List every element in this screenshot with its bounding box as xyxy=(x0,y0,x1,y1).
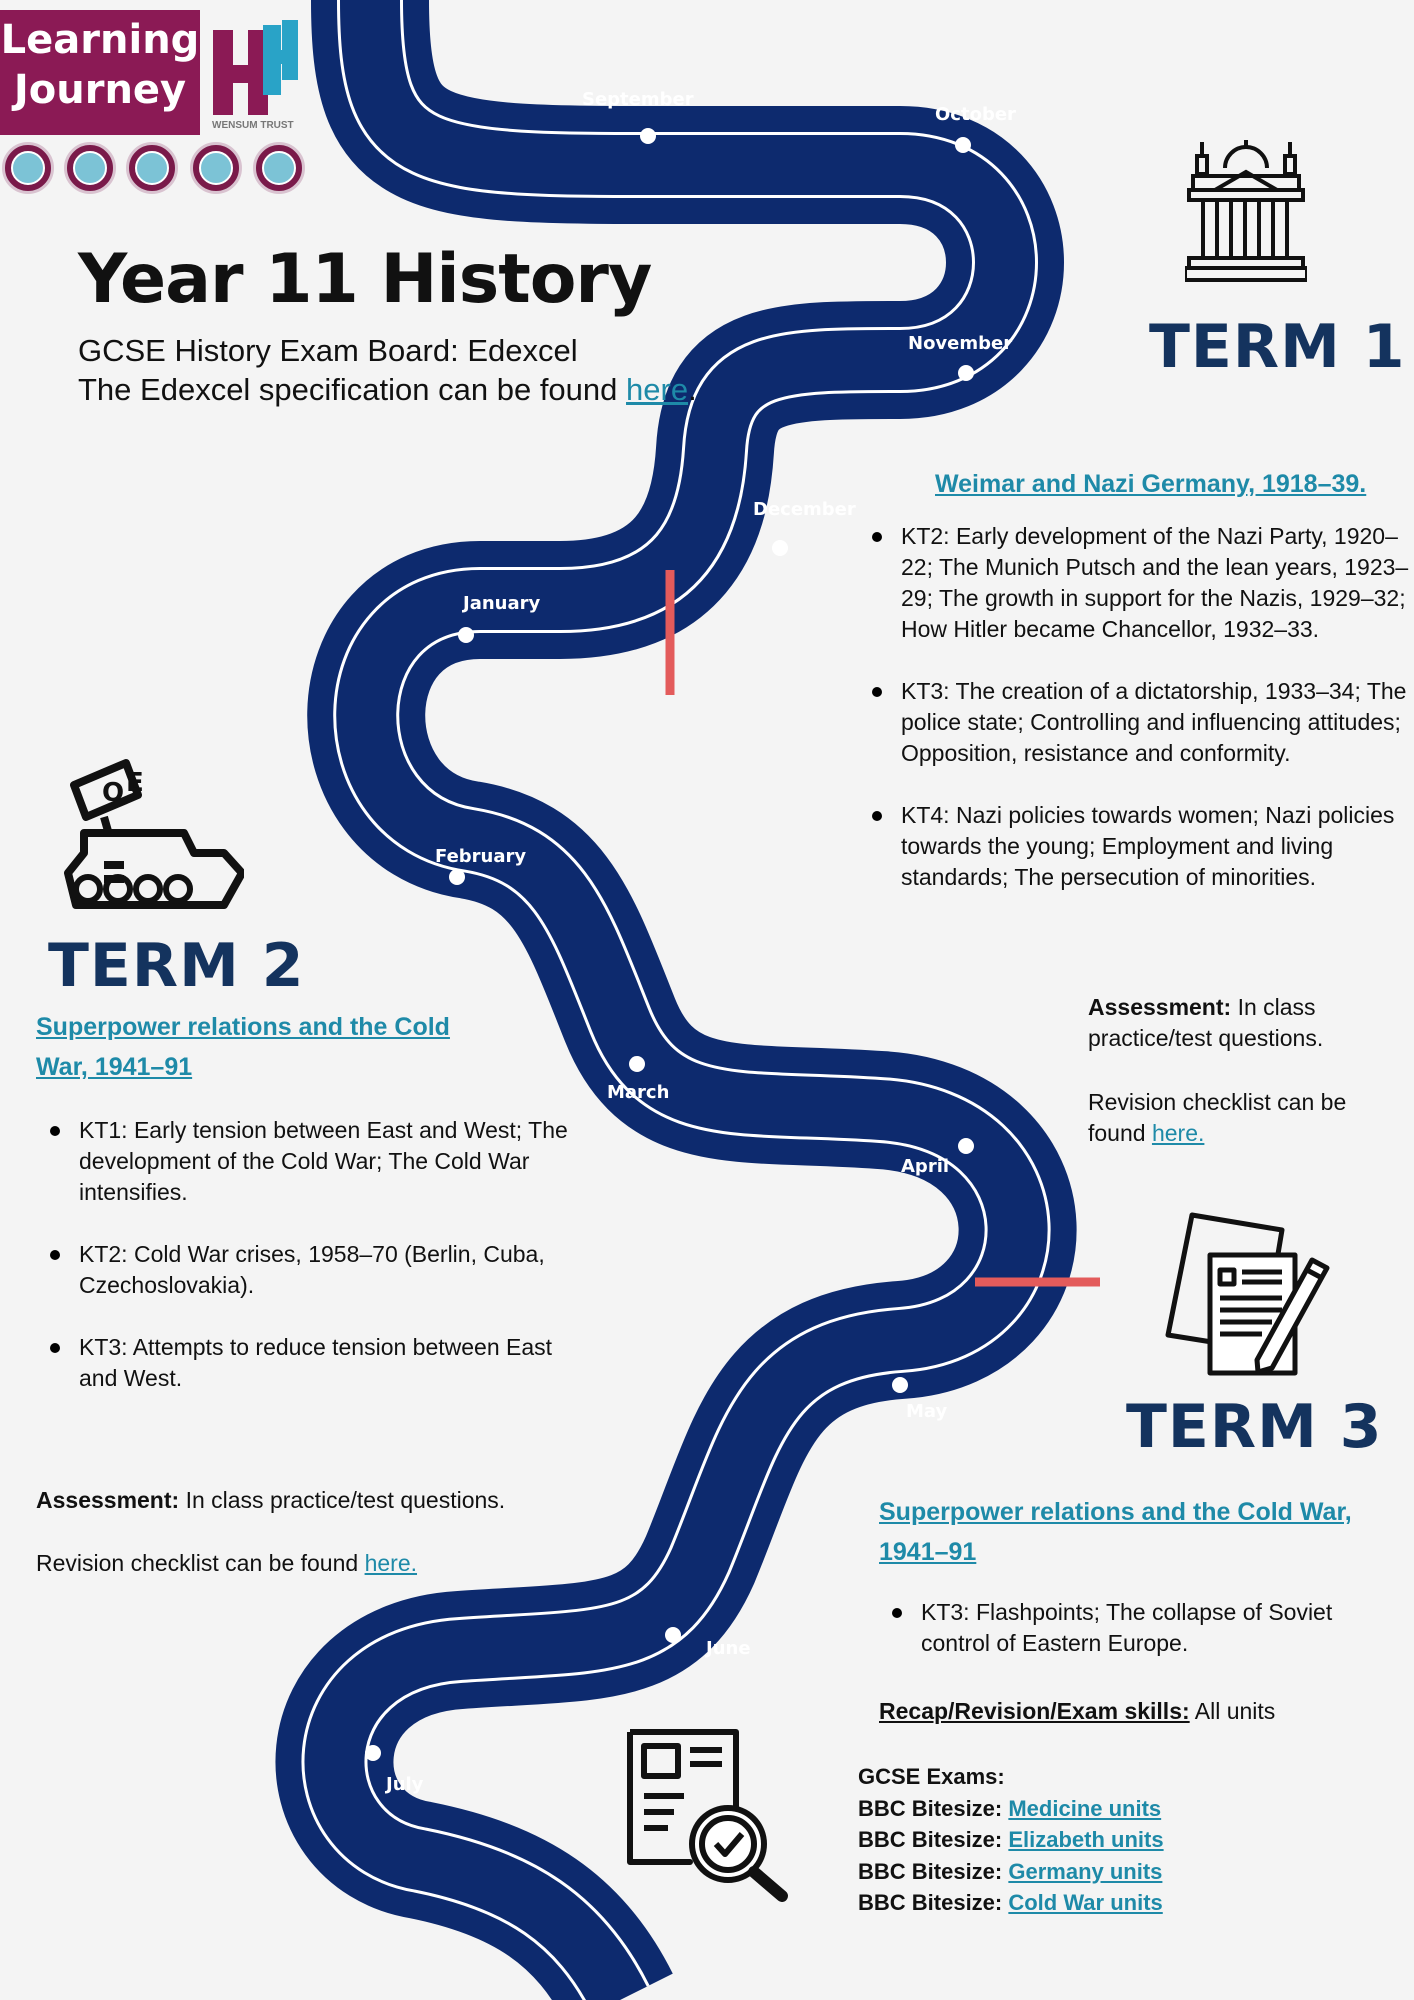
list-item: KT2: Cold War crises, 1958–70 (Berlin, Cuba, Czechoslovakia). xyxy=(44,1239,574,1301)
november-marker xyxy=(958,365,974,381)
svg-text:O: O xyxy=(102,778,125,808)
spec-line xyxy=(78,372,697,408)
gcse-exams-block xyxy=(858,1761,1164,1919)
logo-line1: Learning xyxy=(0,17,200,63)
term2-revision xyxy=(36,1548,417,1579)
spec-text: The Edexcel specification can be found xyxy=(78,372,627,407)
exam-paper-pen-icon xyxy=(1162,1210,1342,1380)
term1-list xyxy=(866,521,1411,924)
bitesize-row xyxy=(858,1793,1164,1825)
month-january: January xyxy=(463,593,541,614)
parliament-building-icon xyxy=(1185,128,1307,285)
may-marker xyxy=(892,1377,908,1393)
term2-label: TERM 2 xyxy=(48,931,305,1001)
july-marker xyxy=(365,1745,381,1761)
january-marker xyxy=(458,627,474,643)
bitesize-link-germany[interactable]: Germany units xyxy=(1008,1858,1163,1884)
term2-title[interactable]: Superpower relations and the Cold War, 1941–91 xyxy=(36,1013,450,1081)
february-marker xyxy=(449,869,465,885)
list-item: KT3: Flashpoints; The collapse of Soviet control of Eastern Europe. xyxy=(886,1597,1386,1659)
exams-label: GCSE Exams: xyxy=(858,1764,1005,1789)
list-item: KT2: Early development of the Nazi Party, 1920–22; The Munich Putsch and the lean years, 1923–29; The growth in support for the Nazis, 1929–32; How Hitler became Chancellor, 1932–33. xyxy=(866,521,1411,645)
term1-assessment xyxy=(1088,992,1378,1054)
month-february: February xyxy=(435,846,527,867)
month-july: July xyxy=(386,1774,424,1795)
assessment-text: In class practice/test questions. xyxy=(1088,994,1324,1051)
imagination-badge-icon xyxy=(64,142,116,194)
learning-journey-logo xyxy=(0,10,200,135)
discipline-badge-icon xyxy=(253,142,305,194)
list-item: KT4: Nazi policies towards women; Nazi policies towards the young; Employment and living standards; The persecution of minorities. xyxy=(866,800,1411,893)
list-item: KT3: Attempts to reduce tension between East and West. xyxy=(44,1332,574,1394)
month-april: April xyxy=(901,1156,950,1177)
term2-assessment xyxy=(36,1485,505,1516)
revision-text: Revision checklist can be found xyxy=(36,1550,365,1576)
exam-board: GCSE History Exam Board: Edexcel xyxy=(78,333,578,368)
term1-revision xyxy=(1088,1087,1378,1149)
search-badge-icon xyxy=(2,142,54,194)
term3-list xyxy=(886,1597,1386,1690)
assessment-label: Assessment: xyxy=(36,1487,180,1513)
month-november: November xyxy=(908,333,1013,354)
assessment-label: Assessment: xyxy=(1088,994,1232,1020)
april-marker xyxy=(958,1138,974,1154)
revision-text: Revision checklist can be found xyxy=(1088,1089,1347,1146)
bitesize-row xyxy=(858,1856,1164,1888)
wensum-trust-logo-icon xyxy=(208,20,303,130)
revision-link[interactable]: here. xyxy=(1151,1120,1205,1146)
bitesize-row xyxy=(858,1824,1164,1856)
collaboration-badge-icon xyxy=(126,142,178,194)
page-title: Year 11 History xyxy=(78,240,652,319)
recap-text: All units xyxy=(1189,1698,1276,1724)
month-october: October xyxy=(935,104,1016,125)
month-march: March xyxy=(607,1082,670,1103)
bitesize-label: BBC Bitesize: xyxy=(858,1795,1009,1821)
term3-label: TERM 3 xyxy=(1126,1392,1383,1462)
term1-title[interactable]: Weimar and Nazi Germany, 1918–39. xyxy=(935,470,1367,498)
term3-recap xyxy=(879,1696,1275,1727)
month-december: December xyxy=(753,499,856,520)
bitesize-label: BBC Bitesize: xyxy=(858,1827,1009,1852)
september-marker xyxy=(640,128,656,144)
month-september: September xyxy=(582,89,694,110)
month-june: June xyxy=(706,1638,751,1659)
october-marker xyxy=(955,137,971,153)
bitesize-label: BBC Bitesize: xyxy=(858,1858,1009,1884)
term2-list xyxy=(44,1115,574,1425)
bitesize-link-elizabeth[interactable]: Elizabeth units xyxy=(1008,1827,1164,1852)
list-item: KT3: The creation of a dictatorship, 1933–34; The police state; Controlling and influencing attitudes; Opposition, resistance and conformity. xyxy=(866,676,1411,769)
bitesize-link-cold-war[interactable]: Cold War units xyxy=(1008,1890,1163,1915)
logo-line2: Journey xyxy=(13,67,187,113)
bitesize-row xyxy=(858,1887,1164,1919)
spec-end: . xyxy=(688,372,697,407)
march-marker xyxy=(629,1056,645,1072)
revision-link[interactable]: here. xyxy=(364,1550,418,1576)
svg-text:E: E xyxy=(126,768,144,798)
reflection-badge-icon xyxy=(190,142,242,194)
trust-name: WENSUM TRUST xyxy=(212,120,294,131)
bitesize-link-medicine[interactable]: Medicine units xyxy=(1008,1795,1162,1821)
term1-label: TERM 1 xyxy=(1149,312,1406,382)
document-magnifier-icon xyxy=(624,1726,790,1902)
term3-title[interactable]: Superpower relations and the Cold War, 1941–91 xyxy=(879,1498,1352,1566)
recap-label: Recap/Revision/Exam skills: xyxy=(879,1698,1190,1724)
december-marker xyxy=(772,540,788,556)
list-item: KT1: Early tension between East and West; The development of the Cold War; The Cold War intensifies. xyxy=(44,1115,574,1208)
june-marker xyxy=(665,1627,681,1643)
month-may: May xyxy=(906,1401,948,1422)
bitesize-label: BBC Bitesize: xyxy=(858,1890,1009,1915)
assessment-text: In class practice/test questions. xyxy=(179,1487,506,1513)
spec-link[interactable]: here xyxy=(626,372,689,407)
tank-icon xyxy=(64,755,244,915)
